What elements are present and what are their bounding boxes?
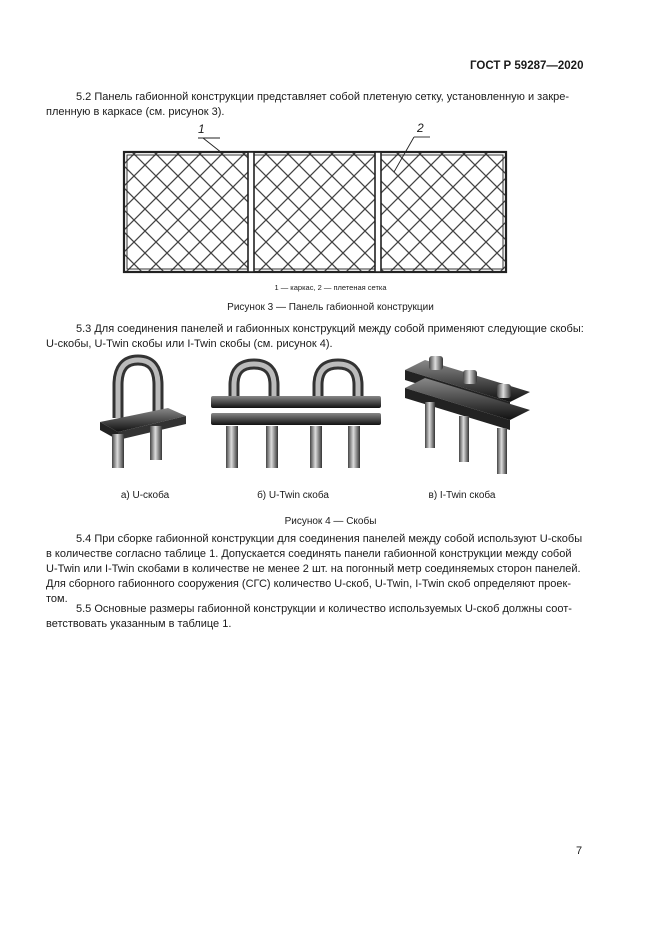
u-clamp-image bbox=[100, 360, 186, 468]
figure-4c-label: в) I-Twin скоба bbox=[428, 490, 496, 501]
section-5-2-line-1: 5.2 Панель габионной конструкции представляет собой плетеную сетку, установленную и закре- bbox=[76, 91, 570, 103]
section-5-4-line-2: в количестве согласно таблице 1. Допускается соединять панели габионной конструкции между собой bbox=[46, 548, 572, 560]
section-5-5-line-1: 5.5 Основные размеры габионной конструкции и количество используемых U-скоб должны соот- bbox=[76, 603, 572, 615]
figure-3-gabion-panel bbox=[0, 0, 661, 300]
section-5-4-line-1: 5.4 При сборке габионной конструкции для соединения панелей между собой используют U-скобы bbox=[76, 533, 583, 545]
u-twin-clamp-image bbox=[211, 364, 381, 468]
callout-1: 1 bbox=[198, 122, 205, 136]
figure-4-caption: Рисунок 4 — Скобы bbox=[284, 516, 377, 527]
figure-4a-label: а) U-скоба bbox=[120, 490, 170, 501]
section-5-5-line-2: ветствовать указанным в таблице 1. bbox=[46, 618, 232, 630]
standard-designation: ГОСТ Р 59287—2020 bbox=[470, 60, 584, 72]
section-5-4-line-4: Для сборного габионного сооружения (СГС) количество U-скоб, U-Twin, I-Twin скоб определяют проек- bbox=[46, 578, 572, 590]
i-twin-clamp-image bbox=[405, 356, 530, 474]
figure-3-legend: 1 — каркас, 2 — плетеная сетка bbox=[274, 283, 387, 292]
section-5-2-line-2: пленную в каркасе (см. рисунок 3). bbox=[46, 106, 225, 118]
figure-4b-label: б) U-Twin скоба bbox=[257, 490, 329, 501]
figure-3-caption: Рисунок 3 — Панель габионной конструкции bbox=[227, 302, 434, 313]
mesh-panel bbox=[124, 152, 506, 272]
page-number: 7 bbox=[576, 845, 583, 857]
section-5-3-line-1: 5.3 Для соединения панелей и габионных конструкций между собой применяют следующие скобы: bbox=[76, 323, 584, 335]
section-5-4-line-5: том. bbox=[46, 593, 68, 605]
section-5-3-line-2: U-скобы, U-Twin скобы или I-Twin скобы (см. рисунок 4). bbox=[46, 338, 333, 350]
section-5-4-line-3: U-Twin или I-Twin скобами в количестве не менее 2 шт. на погонный метр соединяемых сторон панелей. bbox=[46, 563, 581, 575]
callout-2: 2 bbox=[417, 121, 424, 135]
figure-4-clamps bbox=[0, 340, 661, 480]
